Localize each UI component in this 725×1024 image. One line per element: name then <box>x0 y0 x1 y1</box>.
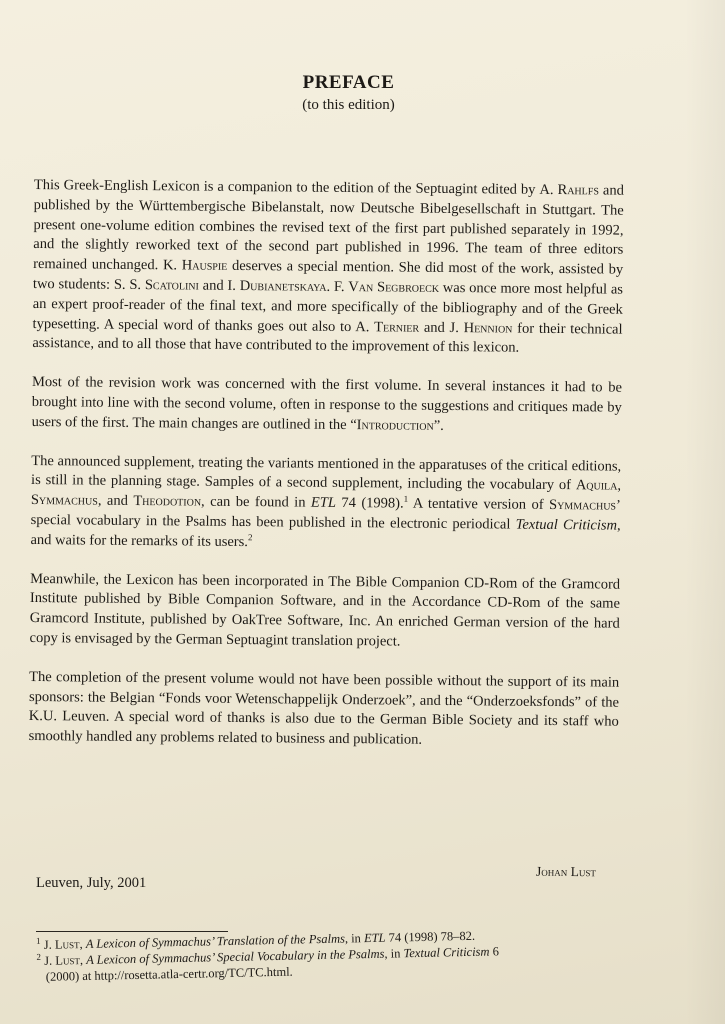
name-ternier: Ternier <box>374 318 420 336</box>
name-dubianetskaya: Dubianetskaya <box>239 277 327 295</box>
text-run: This Greek-English Lexicon is a companion to the edition of the Septuagint edited by <box>33 176 540 198</box>
name-hauspie: Hauspie <box>181 257 228 275</box>
author-name: Lust <box>55 953 81 968</box>
place-and-date: Leuven, July, 2001 <box>36 875 147 891</box>
footnote-marker-1: 1 <box>403 493 409 504</box>
text-run: deserves a special mention. She did most of the work, assisted by two students: S. S. <box>32 258 624 294</box>
author-signature: Johan Lust <box>535 863 596 880</box>
paragraph-3 <box>30 452 621 557</box>
footnote-marker-2: 2 <box>247 531 253 543</box>
text-run: , <box>79 952 87 968</box>
text-run: ’ special vocabulary in the Psalms has been published in the electronic periodical <box>30 497 621 533</box>
author-name: Lust <box>54 937 80 952</box>
text-run: 6 <box>489 944 500 959</box>
text-run: for their technical assistance, and to all those that have contributed to the improvement of this lexicon. <box>32 320 623 357</box>
page-subtitle: (to this edition) <box>302 97 395 113</box>
citation-title: A Lexicon of Symmachus’ Special Vocabulary in the Psalms <box>85 946 385 967</box>
text-run: , and waits for the remarks of its users. <box>30 517 621 550</box>
text-run: and published by the Württembergische Bibelanstalt, now Deutsche Bibelgesellschaft in Stuttgart. The present one-volume edition combines the revised text of the first part published separately in 1992, and the slightly reworked text of the second part published in 1996. The team of three editors remained unchanged. K. <box>33 182 624 274</box>
text-run: , can be found in <box>201 493 312 511</box>
name-van-segbroeck: Van Segbroeck <box>348 279 440 296</box>
name-aquila: Aquila <box>575 477 618 494</box>
footnotes <box>36 924 637 985</box>
text-run: , in <box>344 931 365 946</box>
journal-textual-criticism: Textual Criticism <box>515 516 618 534</box>
text-run: A tentative version of <box>408 495 550 514</box>
journal-etl: ETL <box>310 494 337 512</box>
text-run: 74 (1998) 78–82. <box>385 928 476 945</box>
text-run: , and <box>97 492 134 510</box>
name-rahlfs: A. Rahlfs <box>539 181 600 199</box>
text-run: , <box>79 936 86 952</box>
text-run: and I. <box>198 277 240 294</box>
name-hennion: Hennion <box>463 319 513 337</box>
citation-title: A Lexicon of Symmachus’ Translation of the Psalms <box>85 931 346 951</box>
paragraph-5: The completion of the present volume would not have been possible without the support of its main sponsors: the Belgian “Fonds voor Wetenschappelijk Onderzoek”, and the “Onderzoeksfonds” of the K.U. Leuven. A special word of thanks is also due to the German Bible Society and its staff who smoothly handled any problems related to business and publication. <box>28 668 620 748</box>
text-run: ”. <box>433 417 444 434</box>
page-edge-shadow <box>685 0 725 1024</box>
journal-etl: ETL <box>363 930 386 946</box>
text-run: J. <box>40 953 56 968</box>
paragraph-2 <box>32 373 623 438</box>
text-run: . F. <box>326 278 349 296</box>
preface-body <box>28 176 624 772</box>
footnote-number: 2 <box>36 951 42 962</box>
text-run: 74 (1998). <box>335 495 404 512</box>
name-scatolini: Scatolini <box>144 277 199 294</box>
footnote-number: 1 <box>35 935 41 946</box>
text-run: was once more most helpful as an expert proof-reader of the final text, and more specifically of the bibliography and of the Greek typesetting. A special word of thanks goes out also to A. <box>32 279 624 335</box>
text-run: and J. <box>419 319 464 336</box>
introduction-reference: Introduction <box>356 416 434 434</box>
name-symmachus: Symmachus <box>30 492 98 509</box>
footnote-divider <box>36 931 228 932</box>
text-run: Most of the revision work was concerned with the first volume. In several instances it had to be brought into line with the second volume, often in response to the suggestions and critiques made by users of the first. The main changes are outlined in the “ <box>31 374 623 433</box>
paragraph-4: Meanwhile, the Lexicon has been incorporated in The Bible Companion CD-Rom of the Gramcord Institute published by Bible Companion Software, and in the Accordance CD-Rom of the same Gramcord Institute, published by OakTree Software, Inc. An enriched German version of the hard copy is envisaged by the German Septuagint translation project. <box>29 570 621 650</box>
page-title: PREFACE <box>302 72 395 93</box>
text-run: The announced supplement, treating the variants mentioned in the apparatuses of the critical editions, is still in the planning stage. Samples of a second supplement, including the vocabulary of <box>31 452 622 494</box>
name-symmachus: Symmachus <box>548 497 617 514</box>
text-run: , <box>617 477 622 495</box>
paragraph-1 <box>32 176 624 360</box>
journal-textual-criticism: Textual Criticism <box>403 944 490 961</box>
text-run: J. <box>40 937 56 952</box>
footnote-2-continuation: (2000) at http://rosetta.atla-certr.org/TC/TC.html. <box>45 964 293 984</box>
text-run: , in <box>384 946 404 961</box>
name-theodotion: Theodotion <box>133 493 202 510</box>
